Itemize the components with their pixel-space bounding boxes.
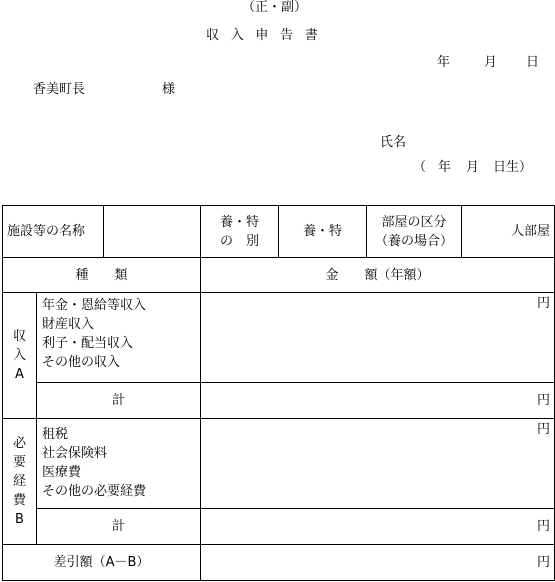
income-items-row [3,293,555,383]
copy-type-label: （正・副） [242,0,308,15]
income-declaration-table [2,205,555,581]
expense-items-row [3,419,555,509]
room-label [367,206,462,258]
form-title: 収入申告書 [206,28,330,43]
date-month-label: 月 [484,55,498,70]
type-label-line1: 養・特 [219,214,259,230]
expense-subtotal-field[interactable]: 円 [201,509,555,545]
list-item: その他の収入 [42,355,121,370]
birth-day-label: 日生） [493,160,533,175]
income-amount-field[interactable]: 円 [201,293,555,383]
date-year-label: 年 [437,55,451,70]
kind-header: 種 類 [3,258,201,293]
facility-name-label: 施設等の名称 [3,206,104,258]
income-subtotal-row [3,383,555,419]
list-item: 社会保険料 [42,446,108,461]
income-section-label [3,293,37,419]
expense-label-char: 経 [12,474,26,489]
column-header-row [3,258,555,293]
expense-label-char: 必 [12,436,26,451]
expense-subtotal-row [3,509,555,545]
income-items-list [37,293,201,383]
difference-label: 差引額（A－B） [3,545,201,581]
expense-label-char: 費 [12,493,26,508]
type-value-field[interactable]: 養・特 [279,206,367,258]
income-subtotal-field[interactable]: 円 [201,383,555,419]
expense-section-label [3,419,37,545]
list-item: 利子・配当収入 [42,336,134,351]
list-item: 財産収入 [42,317,95,332]
type-label-line2: の 別 [219,233,259,249]
list-item: その他の必要経費 [42,484,147,499]
facility-name-field[interactable] [104,206,201,258]
type-label [201,206,279,258]
room-label-line1: 部屋の区分 [381,214,447,230]
expense-amount-field[interactable]: 円 [201,419,555,509]
addressee: 香美町長 [33,82,86,97]
difference-field[interactable]: 円 [201,545,555,581]
date-day-label: 日 [526,55,540,70]
list-item: 租税 [42,427,69,442]
expense-items-list [37,419,201,509]
difference-row [3,545,555,581]
room-label-line2: （養の場合） [374,233,453,249]
room-value-field[interactable]: 人部屋 [462,206,555,258]
list-item: 医療費 [42,465,82,480]
income-label-char: 入 [12,348,26,363]
expense-subtotal-label: 計 [37,509,201,545]
facility-row [3,206,555,258]
birth-year-label: 年 [438,160,452,175]
income-subtotal-label: 計 [37,383,201,419]
birth-month-label: 月 [466,160,480,175]
list-item: 年金・恩給等収入 [42,298,147,313]
expense-label-char: B [15,512,24,527]
expense-label-char: 要 [12,455,26,470]
name-label: 氏名 [380,135,407,150]
honorific: 様 [162,82,176,97]
amount-header: 金 額（年額） [201,258,555,293]
birth-open: （ [413,160,427,175]
income-label-char: 収 [12,329,26,344]
income-label-char: A [15,367,24,382]
